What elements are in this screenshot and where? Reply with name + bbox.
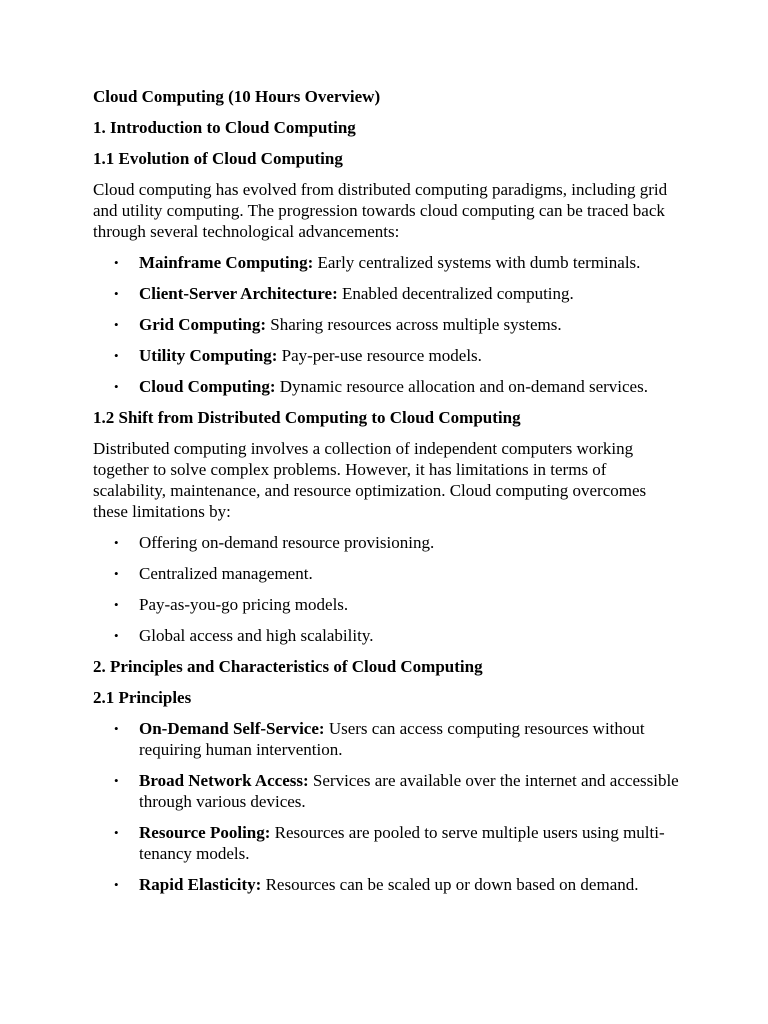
list-item: [93, 376, 683, 397]
bullet-icon: •: [114, 255, 119, 270]
principles-list: [93, 718, 683, 895]
list-item: [93, 874, 683, 895]
list-item-term: Mainframe Computing:: [139, 253, 314, 272]
list-item-term: Broad Network Access:: [139, 771, 309, 790]
bullet-icon: •: [114, 317, 119, 332]
list-item-desc: Users can access computing resources without requiring human intervention.: [139, 719, 645, 759]
bullet-icon: •: [114, 628, 119, 643]
list-item-term: Rapid Elasticity:: [139, 875, 262, 894]
list-item: [93, 532, 683, 553]
bullet-icon: •: [114, 597, 119, 612]
section-1-2-paragraph: Distributed computing involves a collection of independent computers working together to solve complex problems. However, it has limitations in terms of scalability, maintenance, and resource optimization. Cloud computing overcomes these limitations by:: [93, 439, 647, 521]
list-item: [93, 283, 683, 304]
list-item-desc: Resources can be scaled up or down based on demand.: [261, 875, 639, 894]
bullet-icon: •: [114, 773, 119, 788]
list-item: [93, 594, 683, 615]
list-item-text: Pay-as-you-go pricing models.: [139, 595, 349, 614]
bullet-icon: •: [114, 379, 119, 394]
list-item-term: Resource Pooling:: [139, 823, 271, 842]
list-item: [93, 718, 683, 760]
section-2-1-heading: 2.1 Principles: [93, 688, 192, 707]
bullet-icon: •: [114, 825, 119, 840]
bullet-icon: •: [114, 721, 119, 736]
list-item-desc: Early centralized systems with dumb terminals.: [313, 253, 641, 272]
list-item-desc: Resources are pooled to serve multiple users using multi-tenancy models.: [139, 823, 665, 863]
bullet-icon: •: [114, 566, 119, 581]
list-item-term: Utility Computing:: [139, 346, 278, 365]
list-item-term: Cloud Computing:: [139, 377, 276, 396]
list-item-desc: Services are available over the internet and accessible through various devices.: [139, 771, 679, 811]
list-item-text: Offering on-demand resource provisioning.: [139, 533, 435, 552]
list-item: [93, 625, 683, 646]
list-item: [93, 252, 683, 273]
section-1-2-heading: 1.2 Shift from Distributed Computing to Cloud Computing: [93, 408, 521, 427]
bullet-icon: •: [114, 286, 119, 301]
document-page: [93, 86, 683, 905]
list-item-desc: Pay-per-use resource models.: [277, 346, 482, 365]
bullet-icon: •: [114, 877, 119, 892]
section-1-1-paragraph: Cloud computing has evolved from distributed computing paradigms, including grid and utility computing. The progression towards cloud computing can be traced back through several technological advancements:: [93, 180, 668, 241]
bullet-icon: •: [114, 348, 119, 363]
list-item: [93, 345, 683, 366]
advantages-list: [93, 532, 683, 646]
section-1-1-heading: 1.1 Evolution of Cloud Computing: [93, 149, 343, 168]
bullet-icon: •: [114, 535, 119, 550]
list-item: [93, 563, 683, 584]
list-item-desc: Sharing resources across multiple systems.: [266, 315, 562, 334]
list-item-desc: Enabled decentralized computing.: [337, 284, 574, 303]
list-item-desc: Dynamic resource allocation and on-demand services.: [275, 377, 648, 396]
document-title: Cloud Computing (10 Hours Overview): [93, 87, 381, 106]
section-2-heading: 2. Principles and Characteristics of Cloud Computing: [93, 657, 483, 676]
list-item: [93, 822, 683, 864]
list-item-text: Global access and high scalability.: [139, 626, 374, 645]
list-item-term: Client-Server Architecture:: [139, 284, 338, 303]
list-item-term: Grid Computing:: [139, 315, 267, 334]
list-item-term: On-Demand Self-Service:: [139, 719, 325, 738]
evolution-list: [93, 252, 683, 397]
list-item: [93, 770, 683, 812]
section-1-heading: 1. Introduction to Cloud Computing: [93, 118, 356, 137]
list-item-text: Centralized management.: [139, 564, 313, 583]
list-item: [93, 314, 683, 335]
